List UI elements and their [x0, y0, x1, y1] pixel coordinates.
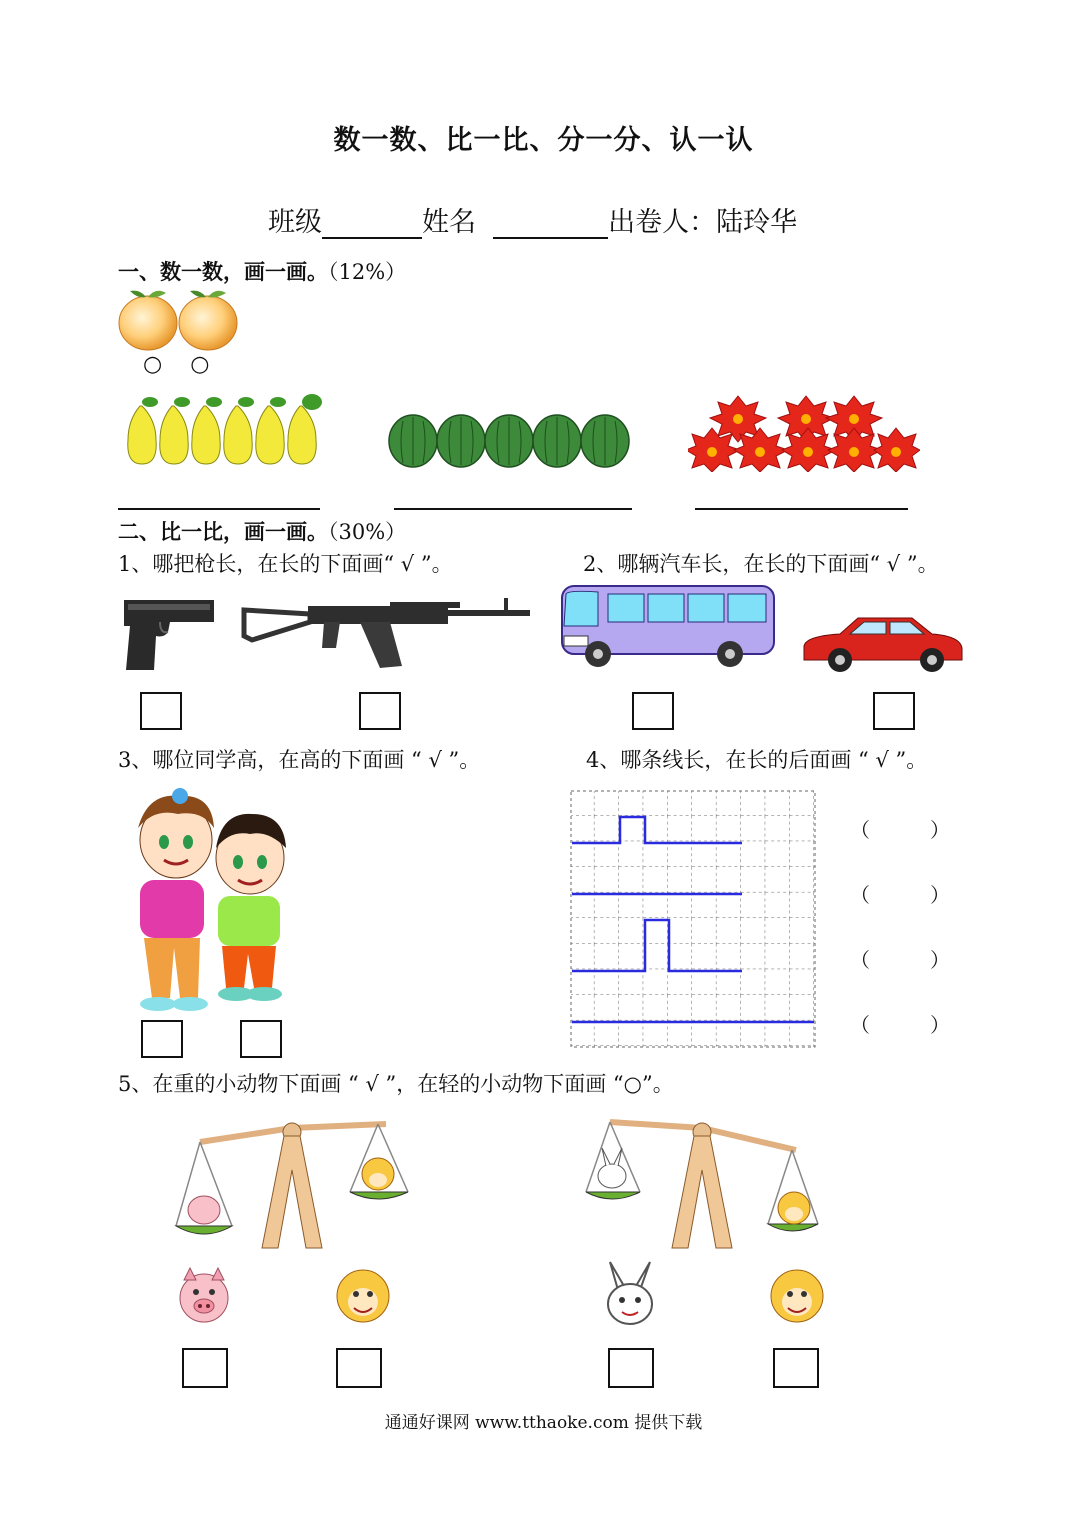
pear-image	[120, 390, 332, 468]
monkey-check-box-2[interactable]	[773, 1348, 819, 1388]
section1-heading: 一、数一数，画一画。（12%）	[118, 259, 407, 284]
pepper-answer-line[interactable]	[394, 508, 632, 510]
bus-image	[558, 582, 778, 670]
question-3: 3、哪位同学高，在高的下面画 “ √ ”。	[118, 748, 481, 772]
pig-check-box[interactable]	[182, 1348, 228, 1388]
page-title: 数一数、比一比、分一分、认一认	[333, 125, 754, 156]
rifle-image	[240, 592, 535, 674]
question-5: 5、在重的小动物下面画 “ √ ”，在轻的小动物下面画 “○”。	[118, 1072, 674, 1096]
line-d-answer[interactable]: （ ）	[850, 1013, 950, 1037]
example-circles: ○○	[143, 352, 238, 377]
rifle-check-box[interactable]	[359, 692, 401, 730]
pistol-check-box[interactable]	[140, 692, 182, 730]
balance-scale-pig-monkey	[172, 1110, 412, 1252]
monkey-image-2	[768, 1264, 826, 1326]
class-blank[interactable]	[322, 211, 422, 239]
red-flower-image	[688, 392, 920, 472]
flower-answer-line[interactable]	[695, 508, 908, 510]
section2-heading: 二、比一比，画一画。（30%）	[118, 519, 407, 544]
line-b-answer[interactable]: （ ）	[850, 883, 950, 907]
bus-check-box[interactable]	[632, 692, 674, 730]
pear-answer-line[interactable]	[118, 508, 320, 510]
peach-image	[116, 285, 241, 353]
footer-text: 通通好课网 www.tthaoke.com 提供下载	[384, 1413, 703, 1433]
rabbit-check-box[interactable]	[608, 1348, 654, 1388]
line-c-answer[interactable]: （ ）	[850, 948, 950, 972]
monkey-image	[334, 1264, 392, 1326]
name-blank[interactable]	[493, 211, 608, 239]
pistol-image	[120, 596, 218, 674]
class-label: 班级	[268, 207, 322, 238]
name-label: 姓名	[422, 207, 476, 238]
question-1: 1、哪把枪长，在长的下面画“ √ ”。	[118, 552, 453, 576]
boy-check-box[interactable]	[240, 1020, 282, 1058]
car-check-box[interactable]	[873, 692, 915, 730]
car-image	[800, 612, 965, 674]
question-2: 2、哪辆汽车长，在长的下面画“ √ ”。	[583, 552, 939, 576]
student-info-line	[268, 200, 797, 239]
author-label: 出卷人：陆玲华	[608, 207, 798, 238]
question-4: 4、哪条线长，在长的后面画 “ √ ”。	[586, 748, 928, 772]
students-image	[118, 788, 298, 1016]
line-grid	[570, 790, 818, 1052]
green-pepper-image	[385, 405, 635, 471]
line-a-answer[interactable]: （ ）	[850, 818, 950, 842]
balance-scale-rabbit-monkey	[582, 1110, 822, 1252]
monkey-check-box[interactable]	[336, 1348, 382, 1388]
pig-image	[176, 1266, 232, 1326]
girl-check-box[interactable]	[141, 1020, 183, 1058]
rabbit-image	[600, 1260, 660, 1328]
